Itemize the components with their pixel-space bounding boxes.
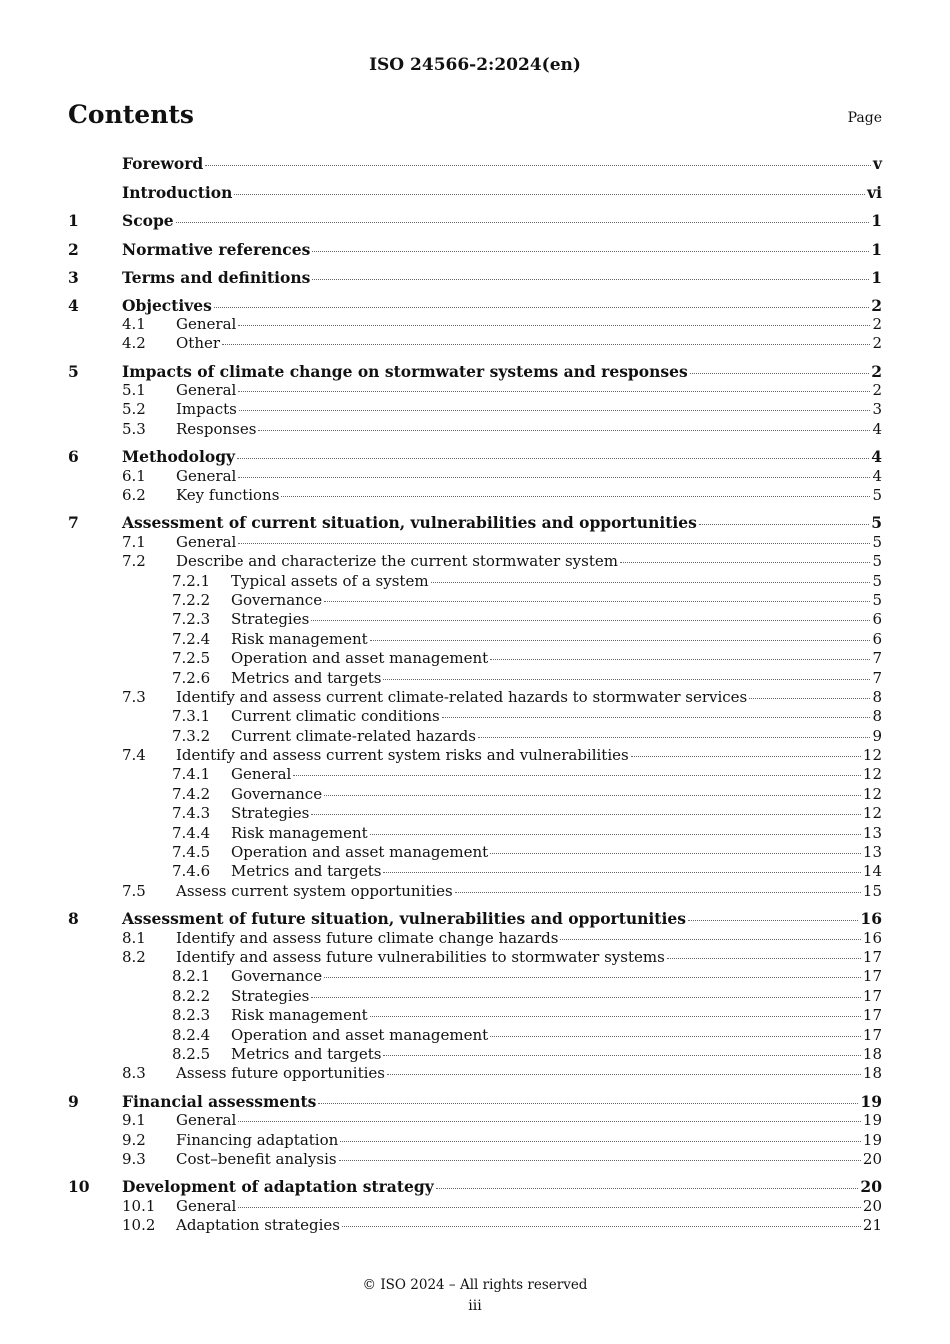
toc-entry-number: 3: [68, 268, 79, 287]
dot-leader: [383, 872, 860, 873]
toc-entry-page: vi: [867, 182, 882, 202]
dot-leader: [631, 756, 861, 757]
toc-entry-page: 17: [862, 948, 882, 966]
toc-entry[interactable]: [68, 843, 882, 862]
dot-leader: [237, 458, 869, 459]
toc-entry-number: 10.1: [122, 1196, 156, 1215]
toc-entry-page: 2: [872, 334, 882, 353]
toc-entry-label: General: [231, 765, 292, 784]
toc-entry-label: Identify and assess future vulnerabilities to stormwater systems: [176, 948, 665, 966]
dot-leader: [312, 279, 869, 280]
toc-entry-number: 10: [68, 1177, 90, 1197]
toc-entry[interactable]: [68, 1111, 882, 1130]
toc-entry[interactable]: [68, 533, 882, 552]
toc-entry-page: 12: [862, 765, 882, 784]
dot-leader: [318, 1103, 858, 1104]
dot-leader: [311, 814, 861, 815]
dot-leader: [311, 997, 861, 998]
toc-entry-label: Risk management: [231, 629, 368, 648]
toc-entry-page: 18: [862, 1044, 882, 1063]
toc-entry-label: Normative references: [122, 239, 311, 259]
dot-leader: [442, 717, 871, 718]
toc-entry-number: 7.4: [122, 746, 146, 765]
toc-entry-page: 7: [872, 668, 882, 687]
toc-entry-page: 8: [872, 707, 882, 726]
toc-entry-label: Objectives: [122, 295, 212, 315]
dot-leader: [176, 222, 870, 223]
toc-entry-number: 7.4.6: [172, 862, 211, 881]
dot-leader: [370, 834, 861, 835]
toc-entry-label: Describe and characterize the current stormwater system: [176, 552, 618, 571]
dot-leader: [490, 1036, 861, 1037]
toc-entry-number: 4.2: [122, 334, 146, 353]
toc-entry-page: v: [872, 154, 882, 173]
toc-entry-number: 7.1: [122, 532, 146, 551]
toc-entry[interactable]: [68, 1092, 882, 1111]
toc-entry-number: 7.2.2: [172, 590, 211, 609]
toc-entry[interactable]: [68, 785, 882, 804]
toc-entry[interactable]: [68, 746, 882, 765]
toc-entry-page: 13: [862, 843, 882, 862]
toc-entry-label: Methodology: [122, 447, 236, 467]
toc-entry-page: 2: [871, 361, 882, 381]
dot-leader: [258, 430, 870, 431]
dot-leader: [490, 853, 861, 854]
toc-entry-number: 7.5: [122, 881, 146, 900]
toc-entry[interactable]: [68, 1026, 882, 1045]
dot-leader: [387, 1074, 861, 1075]
toc-entry[interactable]: [68, 909, 882, 928]
toc-entry-label: Operation and asset management: [231, 649, 489, 668]
dot-leader: [370, 1016, 861, 1017]
toc-entry[interactable]: [68, 381, 882, 400]
dot-leader: [436, 1188, 859, 1189]
toc-entry[interactable]: [68, 267, 882, 296]
toc-entry-number: 8.2.5: [172, 1044, 211, 1063]
toc-entry-number: 8.2: [122, 948, 146, 966]
toc-entry-label: Governance: [231, 967, 323, 986]
dot-leader: [560, 939, 860, 940]
toc-entry-page: 2: [871, 295, 882, 315]
dot-leader: [222, 344, 870, 345]
toc-entry[interactable]: [68, 420, 882, 439]
dot-leader: [342, 1226, 861, 1227]
toc-entry-label: General: [176, 532, 237, 551]
toc-entry-number: 7.4.1: [172, 765, 211, 784]
toc-entry[interactable]: [68, 1045, 882, 1064]
toc-entry-number: 8.2.2: [172, 986, 211, 1005]
toc-entry-number: 8.3: [122, 1064, 146, 1083]
toc-entry-label: Financing adaptation: [176, 1130, 339, 1149]
toc-entry[interactable]: [68, 987, 882, 1006]
toc-entry[interactable]: [68, 948, 882, 967]
dot-leader: [324, 795, 861, 796]
toc-entry-page: 2: [872, 314, 882, 333]
toc-entry[interactable]: [68, 239, 882, 268]
toc-entry-number: 7.2.4: [172, 629, 211, 648]
toc-entry-page: 20: [862, 1149, 882, 1168]
toc-entry[interactable]: [68, 688, 882, 707]
toc-entry-label: Typical assets of a system: [231, 571, 429, 590]
toc-entry-label: Financial assessments: [122, 1091, 317, 1111]
toc-entry-page: 5: [872, 552, 882, 571]
dot-leader: [205, 165, 871, 166]
dot-leader: [238, 325, 870, 326]
toc-entry-number: 7.2.6: [172, 668, 211, 687]
toc-entry-number: 5.1: [122, 381, 146, 400]
page-number: iii: [468, 1298, 482, 1314]
dot-leader: [699, 524, 869, 525]
toc-entry-page: 6: [872, 610, 882, 629]
toc-entry[interactable]: [68, 804, 882, 823]
toc-entry-page: 17: [862, 967, 882, 986]
dot-leader: [238, 391, 870, 392]
dot-leader: [688, 920, 858, 921]
toc-entry-label: Foreword: [122, 154, 204, 173]
toc-entry[interactable]: [68, 513, 882, 532]
toc-entry-page: 14: [862, 862, 882, 881]
toc-entry[interactable]: [68, 362, 882, 381]
toc-entry-page: 16: [860, 909, 882, 929]
toc-entry[interactable]: [68, 610, 882, 629]
toc-entry[interactable]: [68, 1197, 882, 1216]
toc-entry-page: 2: [872, 381, 882, 400]
toc-entry-number: 7.3.1: [172, 707, 211, 726]
toc-entry-number: 4: [68, 295, 79, 315]
toc-entry-page: 12: [862, 804, 882, 823]
dot-leader: [620, 562, 870, 563]
toc-entry-page: 16: [862, 928, 882, 947]
toc-entry-page: 20: [860, 1177, 882, 1197]
dot-leader: [490, 659, 870, 660]
toc-entry-label: Impacts of climate change on stormwater systems and responses: [122, 361, 688, 381]
dot-leader: [214, 307, 869, 308]
toc-entry[interactable]: [68, 1006, 882, 1025]
toc-entry[interactable]: [68, 669, 882, 688]
toc-entry-number: 7.4.4: [172, 823, 211, 842]
page-title: Contents: [68, 100, 195, 129]
toc-entry-label: Cost–benefit analysis: [176, 1149, 337, 1168]
toc-entry-label: Governance: [231, 590, 323, 609]
toc-entry-page: 5: [872, 486, 882, 505]
toc-entry[interactable]: [68, 882, 882, 901]
toc-entry[interactable]: [68, 210, 882, 239]
toc-entry-label: General: [176, 1196, 237, 1215]
toc-entry-page: 1: [871, 239, 882, 259]
toc-entry-page: 1: [871, 211, 882, 230]
toc-entry-page: 21: [862, 1216, 882, 1235]
toc-entry-label: Operation and asset management: [231, 1025, 489, 1044]
toc-entry-label: Adaptation strategies: [176, 1216, 340, 1235]
toc-entry-label: Responses: [176, 419, 257, 438]
toc-entry-number: 5.2: [122, 400, 146, 419]
toc-entry[interactable]: [68, 315, 882, 334]
dot-leader: [749, 698, 870, 699]
toc-entry[interactable]: [68, 572, 882, 591]
toc-entry-label: Development of adaptation strategy: [122, 1177, 434, 1197]
toc-entry-number: 6: [68, 447, 79, 467]
toc-entry-number: 7.2.1: [172, 571, 211, 590]
toc-entry-label: Metrics and targets: [231, 862, 382, 881]
dot-leader: [311, 620, 870, 621]
toc-entry[interactable]: [68, 727, 882, 746]
dot-leader: [238, 543, 870, 544]
toc-entry-label: Risk management: [231, 823, 368, 842]
toc-entry-number: 7.3: [122, 687, 146, 706]
toc-entry-page: 19: [862, 1111, 882, 1130]
toc-entry-number: 4.1: [122, 314, 146, 333]
toc-entry[interactable]: [68, 153, 882, 182]
toc-entry-label: Introduction: [122, 182, 233, 202]
toc-entry[interactable]: [68, 552, 882, 571]
toc-entry[interactable]: [68, 296, 882, 315]
toc-entry[interactable]: [68, 1216, 882, 1235]
toc-entry-number: 8.2.3: [172, 1006, 211, 1025]
toc-entry-page: 4: [872, 419, 882, 438]
toc-entry-label: Key functions: [176, 486, 280, 505]
toc-entry-label: Risk management: [231, 1006, 368, 1025]
dot-leader: [667, 958, 861, 959]
toc-entry-page: 5: [872, 571, 882, 590]
toc-entry-page: 17: [862, 986, 882, 1005]
toc-entry-page: 1: [871, 268, 882, 287]
toc-entry-label: Identify and assess current system risks and vulnerabilities: [176, 746, 629, 765]
toc-entry-number: 7.4.5: [172, 843, 211, 862]
dot-leader: [238, 1207, 861, 1208]
toc-entry-label: General: [176, 381, 237, 400]
toc-entry-page: 5: [872, 532, 882, 551]
toc-entry-label: Governance: [231, 784, 323, 803]
toc-entry-page: 5: [871, 513, 882, 533]
toc-entry-number: 1: [68, 211, 79, 230]
dot-leader: [370, 640, 871, 641]
toc-entry[interactable]: [68, 707, 882, 726]
toc-entry-number: 9: [68, 1091, 79, 1111]
toc-entry-label: Operation and asset management: [231, 843, 489, 862]
toc-entry-page: 20: [862, 1196, 882, 1215]
toc-entry-page: 4: [871, 447, 882, 467]
copyright-footer: © ISO 2024 – All rights reserved: [362, 1277, 588, 1293]
toc-entry-number: 7.2.3: [172, 610, 211, 629]
toc-entry-label: Strategies: [231, 610, 310, 629]
toc-entry-number: 5: [68, 361, 79, 381]
toc-entry-number: 2: [68, 239, 79, 259]
toc-entry-number: 8.2.4: [172, 1025, 211, 1044]
toc-entry-number: 7.3.2: [172, 726, 211, 745]
toc-entry-label: General: [176, 1111, 237, 1130]
toc-entry-page: 4: [872, 466, 882, 485]
toc-entry-number: 6.1: [122, 466, 146, 485]
toc-entry[interactable]: [68, 182, 882, 211]
toc-entry-page: 17: [862, 1025, 882, 1044]
toc-entry-label: Scope: [122, 211, 174, 230]
toc-entry[interactable]: [68, 1131, 882, 1150]
toc-entry-label: General: [176, 466, 237, 485]
toc-entry[interactable]: [68, 929, 882, 948]
dot-leader: [431, 582, 871, 583]
dot-leader: [281, 496, 870, 497]
toc-entry-label: Assess current system opportunities: [176, 881, 453, 900]
toc-entry[interactable]: [68, 649, 882, 668]
toc-entry-number: 9.3: [122, 1149, 146, 1168]
toc-entry-number: 7.4.2: [172, 784, 211, 803]
toc-entry[interactable]: [68, 486, 882, 505]
dot-leader: [383, 679, 870, 680]
document-header: ISO 24566-2:2024(en): [369, 55, 581, 75]
dot-leader: [324, 601, 870, 602]
dot-leader: [324, 977, 861, 978]
dot-leader: [312, 251, 869, 252]
toc-entry-number: 8.2.1: [172, 967, 211, 986]
toc-entry-page: 17: [862, 1006, 882, 1025]
toc-entry-page: 6: [872, 629, 882, 648]
toc-entry-number: 10.2: [122, 1216, 156, 1235]
toc-entry-label: Identify and assess future climate change hazards: [176, 928, 559, 947]
table-of-contents: [68, 153, 882, 1235]
dot-leader: [383, 1055, 860, 1056]
dot-leader: [293, 775, 861, 776]
toc-entry[interactable]: [68, 967, 882, 986]
toc-entry-label: General: [176, 314, 237, 333]
toc-entry-number: 7: [68, 513, 79, 533]
dot-leader: [238, 477, 870, 478]
dot-leader: [478, 737, 871, 738]
page-column-label: Page: [847, 110, 882, 126]
toc-entry-page: 8: [872, 687, 882, 706]
toc-entry-label: Current climatic conditions: [231, 707, 440, 726]
toc-entry-label: Metrics and targets: [231, 668, 382, 687]
toc-entry[interactable]: [68, 400, 882, 419]
toc-entry-number: 8: [68, 909, 79, 929]
dot-leader: [690, 373, 870, 374]
toc-entry-label: Other: [176, 334, 221, 353]
toc-entry-label: Impacts: [176, 400, 237, 419]
toc-entry-page: 15: [862, 881, 882, 900]
toc-entry-label: Strategies: [231, 804, 310, 823]
dot-leader: [340, 1141, 861, 1142]
toc-entry[interactable]: [68, 765, 882, 784]
toc-entry-number: 7.2.5: [172, 649, 211, 668]
toc-entry[interactable]: [68, 1150, 882, 1169]
dot-leader: [239, 410, 871, 411]
toc-entry-number: 7.2: [122, 552, 146, 571]
toc-entry-number: 5.3: [122, 419, 146, 438]
toc-entry-label: Identify and assess current climate-related hazards to stormwater services: [176, 687, 748, 706]
toc-entry[interactable]: [68, 824, 882, 843]
toc-entry-page: 19: [860, 1091, 882, 1111]
toc-entry[interactable]: [68, 447, 882, 466]
toc-entry-number: 7.4.3: [172, 804, 211, 823]
toc-entry-label: Current climate-related hazards: [231, 726, 476, 745]
toc-entry[interactable]: [68, 467, 882, 486]
toc-entry-number: 9.1: [122, 1111, 146, 1130]
dot-leader: [339, 1160, 861, 1161]
toc-entry-label: Metrics and targets: [231, 1044, 382, 1063]
toc-entry[interactable]: [68, 862, 882, 881]
toc-entry-page: 9: [872, 726, 882, 745]
toc-entry[interactable]: [68, 630, 882, 649]
toc-entry[interactable]: [68, 591, 882, 610]
toc-entry-page: 19: [862, 1130, 882, 1149]
toc-entry-number: 8.1: [122, 928, 146, 947]
toc-entry[interactable]: [68, 1177, 882, 1196]
toc-entry-number: 9.2: [122, 1130, 146, 1149]
dot-leader: [234, 194, 865, 195]
dot-leader: [238, 1121, 861, 1122]
toc-entry-page: 3: [872, 400, 882, 419]
toc-entry-page: 12: [862, 784, 882, 803]
toc-entry-label: Terms and definitions: [122, 268, 311, 287]
toc-entry[interactable]: [68, 334, 882, 353]
toc-entry-page: 5: [872, 590, 882, 609]
toc-entry-label: Assess future opportunities: [176, 1064, 385, 1083]
toc-entry-page: 12: [862, 746, 882, 765]
dot-leader: [455, 892, 861, 893]
toc-entry[interactable]: [68, 1064, 882, 1083]
toc-entry-label: Strategies: [231, 986, 310, 1005]
toc-entry-page: 13: [862, 823, 882, 842]
toc-entry-page: 18: [862, 1064, 882, 1083]
toc-entry-label: Assessment of current situation, vulnerabilities and opportunities: [122, 513, 697, 533]
toc-entry-page: 7: [872, 649, 882, 668]
toc-entry-number: 6.2: [122, 486, 146, 505]
toc-entry-label: Assessment of future situation, vulnerabilities and opportunities: [122, 909, 686, 929]
